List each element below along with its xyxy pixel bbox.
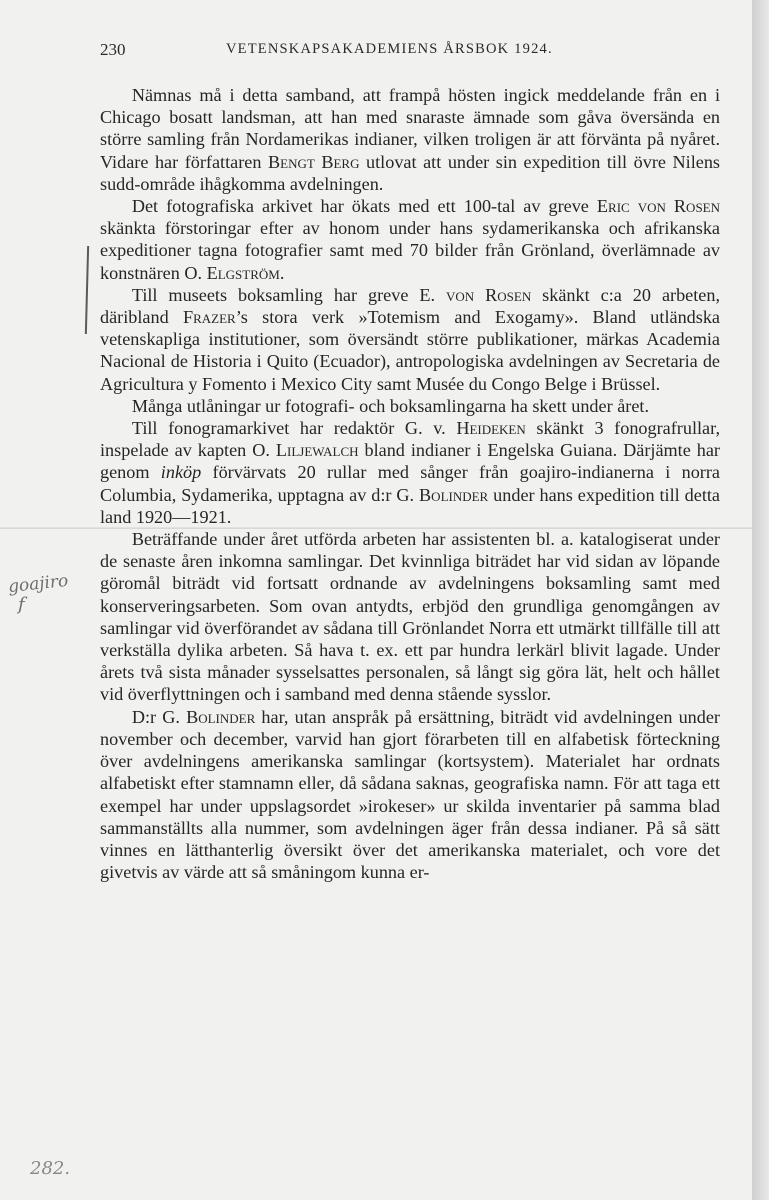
- text-run: skänkta förstoringar efter av honom under hans sydamerikanska och afrikanska expeditioner tagna fotografier samt med 70 bilder från Grönland, överlämnade av konstnären O.: [100, 218, 720, 283]
- body-text: [100, 84, 720, 883]
- paragraph: [100, 417, 720, 528]
- text-run: utlovat att under sin expedition till övre Nilens sudd-område ihågkomma avdelningen.: [100, 151, 720, 194]
- text-run: skänkt c:a 20 arbeten, däribland: [100, 284, 721, 328]
- page-edge: [752, 0, 769, 1200]
- text-run: skänkt 3 fonografrullar, inspelade av kapten O.: [100, 418, 720, 461]
- name-small-caps: Bolinder: [419, 484, 489, 505]
- margin-pencil-line: [85, 246, 89, 334]
- paragraph: [100, 528, 720, 706]
- paragraph: [100, 195, 720, 284]
- text-run: Det fotografiska arkivet har ökats med ett 100-tal av greve: [131, 196, 597, 217]
- name-small-caps: Heideken: [456, 418, 526, 439]
- name-small-caps: Elgström: [206, 262, 280, 283]
- paragraph: [100, 395, 720, 417]
- text-run: Till museets boksamling har greve E.: [131, 284, 446, 305]
- name-small-caps: Eric von Rosen: [596, 196, 720, 217]
- text-run: D:r G.: [131, 706, 187, 727]
- page-number: 230: [100, 40, 126, 59]
- name-small-caps: Bolinder: [186, 706, 256, 727]
- name-small-caps: von Rosen: [446, 284, 532, 305]
- text-run: har, utan anspråk på ersättning, biträdt vid avdelningen under november och december, varvid han gjort förarbeten till en alfabetisk förteckning över avdelningens amerikanska samlingar (kortsystem). Materialet har ordnats alfabetiskt efter stamnamn eller, då sådana saknas, geografiska namn. För att taga ett exempel har under uppslagsordet »irokeser» ur skilda inventarier på samma blad sammanställts alla nummer, som avdelningen äger från dessa indianer. På så sätt vinnes en lätthanterlig översikt över det amerikanska materialet, och vore det givetvis av värde att så småningom kunna er-: [100, 706, 720, 883]
- name-small-caps: Frazer: [183, 307, 236, 328]
- paragraph: [100, 84, 720, 195]
- emphasis-text: inköp: [160, 462, 202, 483]
- text-run: Många utlåningar ur fotografi- och boksamlingarna ha skett under året.: [131, 395, 649, 416]
- text-run: Till fonogramarkivet har redaktör G. v.: [131, 418, 457, 439]
- paragraph: [100, 284, 720, 395]
- text-run: ’s stora verk »Totemism and Exogamy». Bland utländska vetenskapliga institutioner, som översändt större publikationer, märkas Academia Nacional de Historia i Quito (Ecuador), antropologiska avdelningen av Secretaria de Agricultura y Fomento i Mexico City samt Musée du Congo Belge i Brüssel.: [100, 307, 720, 394]
- margin-handwritten-note: goajiro: [7, 570, 70, 598]
- margin-handwritten-mark: f: [18, 594, 25, 615]
- running-title: VETENSKAPSAKADEMIENS ÅRSBOK 1924.: [226, 41, 553, 57]
- text-run: Nämnas må i detta samband, att frampå hösten ingick meddelande från en i Chicago bosatt landsman, att han med snaraste ämnade som gåva översända en större samling från Nordamerikas indianer, vilken troligen är att förvänta på nyåret. Vidare har författaren: [100, 85, 720, 172]
- text-run: bland indianer i Engelska Guiana. Därjämte har genom: [100, 440, 720, 483]
- text-run: .: [279, 262, 285, 283]
- name-small-caps: Liljewalch: [275, 440, 359, 461]
- paragraph: [100, 706, 720, 884]
- text-run: förvärvats 20 rullar med sånger från goajiro-indianerna i norra Columbia, Sydamerika, upptagna av d:r G.: [100, 462, 720, 505]
- text-run: Beträffande under året utförda arbeten har assistenten bl. a. katalogiserat under de senaste åren inkomna samlingar. Det kvinnliga biträdet har vid sidan av löpande göromål biträdt vid fortsatt ordnande av avdelningens boksamling samt med konserveringsarbeten. Som ovan antydts, erbjöd den grundliga genomgången av samlingar vid överförandet av sådana till Grönlandet Norra ett utmärkt tillfälle till att verkställa dylika arbeten. Så hava t. ex. ett par hundra lerkärl blivit lagade. Under årets två sista månader sysselsattes personalen, så långt sig göra lät, helt och hållet vid överflyttningen och i samband med denna stående sysslor.: [100, 529, 720, 705]
- text-run: under hans expedition till detta land 1920—1921.: [100, 484, 720, 527]
- name-small-caps: Bengt Berg: [268, 151, 360, 172]
- folio-number: 282.: [30, 1158, 71, 1179]
